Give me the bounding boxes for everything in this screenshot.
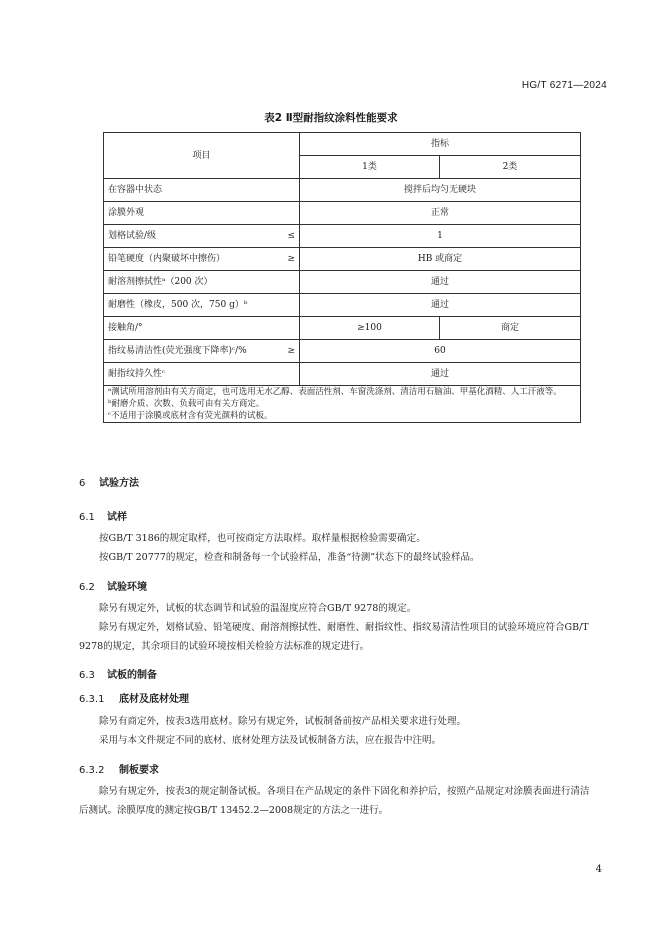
- row-value-class1: ≥100: [300, 317, 440, 340]
- row-item: 接触角/°: [108, 323, 143, 333]
- section-heading-6-3-1: 6.3.1 底材及底材处理: [79, 694, 189, 705]
- page-number: 4: [595, 864, 602, 875]
- table-row: [104, 317, 581, 340]
- row-symbol: ≤: [287, 231, 295, 241]
- row-value: HB 或商定: [300, 248, 581, 271]
- table-header-row: [104, 133, 581, 156]
- table-row: [104, 248, 581, 271]
- header-class2: 2类: [440, 156, 581, 179]
- row-item: 耐指纹持久性ᶜ: [108, 369, 166, 379]
- row-symbol: ≥: [287, 346, 295, 356]
- paragraph: 按GB/T 3186的规定取样，也可按商定方法取样。取样量根据检验需要确定。: [99, 533, 426, 544]
- header-class1: 1类: [300, 156, 440, 179]
- table-note: ᶜ不适用于涂膜或底材含有荧光颜料的试板。: [108, 411, 273, 421]
- row-value-class2: 商定: [440, 317, 581, 340]
- section-heading-6-1: 6.1 试样: [79, 512, 127, 523]
- row-value: 通过: [300, 271, 581, 294]
- paragraph: 除另有商定外，按表3选用底材。除另有规定外，试板制备前按产品相关要求进行处理。: [99, 716, 467, 727]
- table-note: ᵃ测试所用溶剂由有关方商定，也可选用无水乙醇、表面活性剂、车窗洗涤剂、清洁用石脑油、甲基化酒精、人工汗液等。: [108, 387, 562, 397]
- section-heading-6-2: 6.2 试验环境: [79, 582, 147, 593]
- table-row: [104, 202, 581, 225]
- header-index: 指标: [300, 133, 581, 156]
- table-title: 表2 Ⅱ型耐指纹涂料性能要求: [264, 112, 398, 124]
- row-item: 划格试验/级: [108, 231, 157, 241]
- table-note: ᵇ耐磨介质、次数、负载可由有关方商定。: [108, 399, 265, 409]
- table-row: [104, 225, 581, 248]
- table-row: [104, 179, 581, 202]
- table-row: [104, 294, 581, 317]
- row-value: 通过: [300, 363, 581, 386]
- table-row: [104, 340, 581, 363]
- row-value: 搅拌后均匀无硬块: [300, 179, 581, 202]
- row-value: 1: [300, 225, 581, 248]
- paragraph: 除另有规定外，划格试验、铅笔硬度、耐溶剂擦拭性、耐磨性、耐指纹性、指纹易清洁性项目的试验环境应符合GB/T 9278的规定，其余项目的试验环境按相关检验方法标准的规定进行。: [79, 622, 589, 652]
- table-notes-row: [104, 386, 581, 423]
- section-heading-6: 6 试验方法: [79, 478, 139, 489]
- row-item: 指纹易清洁性(荧光强度下降率)ᶜ/%: [108, 346, 247, 356]
- standard-code: HG/T 6271—2024: [521, 80, 607, 91]
- row-symbol: ≥: [287, 254, 295, 264]
- section-heading-6-3: 6.3 试板的制备: [79, 670, 157, 681]
- section-heading-6-3-2: 6.3.2 制板要求: [79, 765, 159, 776]
- row-value: 通过: [300, 294, 581, 317]
- row-item: 耐磨性（橡皮，500 次，750 g）ᵇ: [108, 300, 248, 310]
- paragraph: 除另有规定外，试板的状态调节和试验的温湿度应符合GB/T 9278的规定。: [99, 603, 417, 614]
- paragraph: 按GB/T 20777的规定，检查和制备每一个试验样品，准备“待测”状态下的最终试验样品。: [99, 552, 480, 563]
- row-value: 正常: [300, 202, 581, 225]
- paragraph: 除另有规定外，按表3的规定制备试板。各项目在产品规定的条件下固化和养护后，按照产品规定对涂膜表面进行清洁后测试。涂膜厚度的测定按GB/T 13452.2—2008规定的方法之一进行。: [79, 786, 590, 816]
- row-item: 涂膜外观: [108, 208, 145, 218]
- row-item: 在容器中状态: [108, 185, 163, 195]
- table-row: [104, 363, 581, 386]
- row-value: 60: [300, 340, 581, 363]
- requirements-table: [103, 132, 581, 423]
- row-item: 耐溶剂擦拭性ᵃ（200 次）: [108, 277, 213, 287]
- row-item: 铅笔硬度（内聚破坏中擦伤）: [108, 254, 226, 264]
- paragraph: 采用与本文件规定不同的底材、底材处理方法及试板制备方法，应在报告中注明。: [99, 735, 442, 746]
- header-item: 项目: [104, 133, 300, 179]
- table-row: [104, 271, 581, 294]
